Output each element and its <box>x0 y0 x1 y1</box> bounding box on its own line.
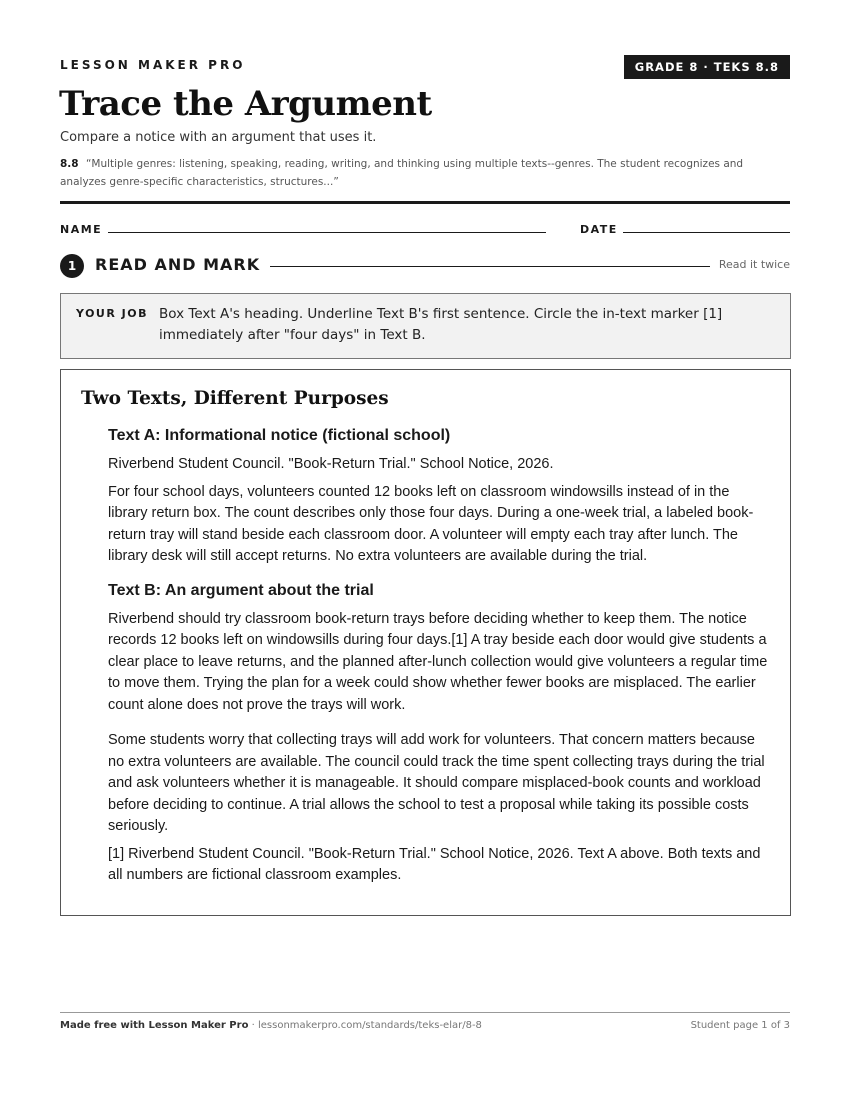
text-a-heading: Text A: Informational notice (fictional school) <box>108 427 451 444</box>
section-note: Read it twice <box>718 258 790 271</box>
page-title: Trace the Argument <box>59 84 432 124</box>
brand-name: LESSON MAKER PRO <box>60 58 246 72</box>
text-a-body: For four school days, volunteers counted 12 books left on classroom windowsills instead of in the library return box. The count describes only those four days. During a one-week trial, a labeled book-return tray will stand beside each classroom door. A volunteer will empty each tray after lunch. The library desk will still accept returns. No extra volunteers are available during the trial. <box>108 483 754 564</box>
footer-url[interactable]: · lessonmakerpro.com/standards/teks-elar/8-8 <box>248 1020 482 1031</box>
passage-title: Two Texts, Different Purposes <box>81 388 389 409</box>
date-field[interactable] <box>623 232 790 233</box>
instruction-text: Box Text A's heading. Underline Text B's first sentence. Circle the in-text marker [1] immediately after "four days" in Text B. <box>159 306 723 343</box>
text-b-footnote: [1] Riverbend Student Council. "Book-Return Trial." School Notice, 2026. Text A above. Both texts and all numbers are fictional classroom examples. <box>108 845 761 883</box>
standard-text: “Multiple genres: listening, speaking, reading, writing, and thinking using multiple texts--genres. The student recognizes and analyzes genre-specific characteristics, structures...” <box>60 158 744 188</box>
standard-code: 8.8 <box>60 158 79 170</box>
section-divider <box>270 266 710 267</box>
footer-divider <box>60 1012 790 1013</box>
text-b-paragraph-2: Some students worry that collecting trays will add work for volunteers. That concern matters because no extra volunteers are available. The council could track the time spent collecting trays during the trial and ask volunteers whether it is manageable. It should compare misplaced-book counts and workload before deciding to continue. A trial allows the school to test a proposal while taking its possible costs seriously. <box>108 732 765 834</box>
footer-made-with: Made free with Lesson Maker Pro <box>60 1020 249 1031</box>
instruction-label: YOUR JOB <box>76 307 148 320</box>
name-label: NAME <box>60 223 103 236</box>
section-title: READ AND MARK <box>95 255 261 274</box>
date-label: DATE <box>580 223 618 236</box>
standard-description <box>60 156 790 191</box>
name-field[interactable] <box>108 232 546 233</box>
header-divider <box>60 201 790 204</box>
grade-badge: GRADE 8 · TEKS 8.8 <box>624 55 790 79</box>
text-b-heading: Text B: An argument about the trial <box>108 581 374 599</box>
passage-content <box>108 425 770 893</box>
footer-credit <box>60 1020 482 1031</box>
section-number-badge: 1 <box>60 254 84 278</box>
text-a-citation: Riverbend Student Council. "Book-Return Trial." School Notice, 2026. <box>108 456 554 472</box>
reading-passage-box <box>60 369 791 916</box>
page-number: Student page 1 of 3 <box>690 1020 790 1031</box>
text-b-paragraph-1: Riverbend should try classroom book-return trays before deciding whether to keep them. The notice records 12 books left on windowsills during four days.[1] A tray beside each door would give students a clear place to leave returns, and the planned after-lunch collection would give volunteers a regular time to move them. Trying the plan for a week could show whether fewer books are misplaced. The earlier count alone does not prove the trays will work. <box>108 610 768 713</box>
instruction-box <box>60 293 791 359</box>
page-subtitle: Compare a notice with an argument that uses it. <box>60 130 377 145</box>
